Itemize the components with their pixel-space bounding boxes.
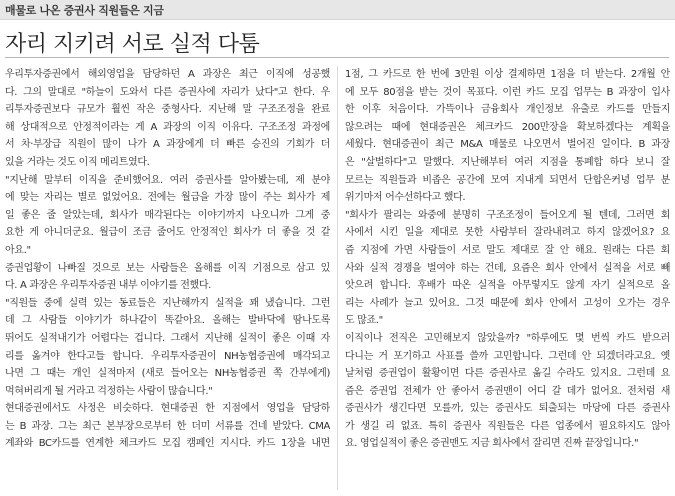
text-line: 가 생길 리 없죠. 특히 증권사 직원들은 다른 업종에서 필요하지도 않아	[345, 420, 670, 432]
kicker-bar	[0, 0, 675, 20]
text-line: 1점, 그 카드로 한 번에 3만원 이상 결제하면 1점을 더 받는다. 2개월 안	[345, 69, 670, 80]
text-line: 날처럼 증권업이 활황이면 다른 증권사로 옮길 수라도 있지요. 그런데 요	[345, 368, 670, 380]
text-line: 아요."	[5, 244, 31, 256]
text-line: 다. A 과장은 우리투자증권 내부 이야기를 전했다.	[5, 280, 212, 292]
text-line: 리를 옮겨야 한다고들 합니다. 우리투자증권이 NH농협증권에 매각되고	[5, 350, 330, 362]
text-line: 해 상대적으로 안정적이라는 게 A 과장의 이직 이유다. 구조조정 과정에	[5, 121, 330, 133]
text-line: 서 차·부장급 직원이 많이 나가 A 과장에게 더 빠른 승진의 기회가 더	[5, 139, 330, 151]
text-line: "회사가 팔리는 와중에 분명히 구조조정이 들어오게 될 텐데, 그러면 회	[345, 209, 670, 221]
column-divider	[337, 66, 338, 490]
text-line: 다. 그의 말대로 "하늘이 도와서 다른 증권사에 자리가 났다"고 한다. 우	[5, 86, 330, 98]
text-line: 계좌와 BC카드를 연계한 체크카드 모집 캠페인 지시다. 카드 1장을 내면	[5, 438, 330, 450]
text-line: 데 그 사람들 이야기가 하나같이 똑같아요. 올해는 발바닥에 땀나도록	[5, 315, 330, 327]
text-line: 증권업황이 나빠질 것으로 보는 사람들은 올해를 이직 기점으로 삼고 있	[5, 262, 330, 274]
text-line: 세웠다. 현대증권이 최근 M&A 매물로 나오면서 벌어진 일이다. B 과장	[345, 139, 670, 151]
text-line: 있을 거라는 것도 이직 메리트였다.	[5, 156, 150, 168]
text-line: 에 모두 80점을 받는 것이 목표다. 이런 카드 모집 업무는 B 과장이 입사	[345, 86, 670, 98]
text-line: 사에서 시킨 일을 제대로 못한 사람부터 잘라내려고 하지 않겠어요? 요	[345, 227, 670, 239]
text-line: 은 "살벌하다"고 말했다. 지난해부터 여러 지점을 통폐합 하다 보니 잘	[345, 156, 670, 168]
text-line: 나면 그 때는 개인 실적마저 (새로 들어오는 NH농협증권 쪽 간부에게)	[5, 368, 330, 380]
text-line: 우리투자증권에서 해외영업을 담당하던 A 과장은 최근 이직에 성공했	[5, 69, 330, 80]
text-line: 증권사가 생긴다면 모를까, 있는 증권사도 퇴출되는 마당에 다른 증권사	[345, 403, 670, 415]
text-line: 이직이나 전직은 고민해보지 않았을까? "하루에도 몇 번씩 카드 받으러	[345, 332, 670, 344]
article-headline: 자리 지키려 서로 실적 다툼	[5, 32, 260, 57]
text-line: 뛰어도 실적내기가 어렵다는 겁니다. 그래서 지난해 실적이 좋은 이때 자	[5, 332, 330, 344]
text-line: 앗으려 합니다. 후배가 따온 실적을 아무렇지도 않게 자기 실적으로 올	[345, 280, 670, 292]
text-line: "지난해 말부터 이직을 준비했어요. 여러 증권사를 알아봤는데, 제 분야	[5, 174, 330, 186]
text-line: 는 B 과장. 그는 최근 본부장으로부터 한 더미 서류를 건네 받았다. CMA	[5, 420, 330, 432]
text-line: 않으려는 때에 현대증권은 체크카드 200만장을 확보하겠다는 계획을	[345, 121, 670, 133]
headline-rule	[5, 57, 669, 58]
text-line: 리는 사례가 늘고 있어요. 그것 때문에 회사 안에서 고성이 오가는 경우	[345, 297, 670, 309]
text-line: 도 많죠."	[345, 315, 383, 327]
article-column-left	[5, 66, 330, 453]
article-column-right	[345, 66, 670, 453]
text-line: 모르는 직원들과 비좁은 공간에 모여 지내게 되면서 단합은커녕 업무 분	[345, 174, 670, 186]
text-line: 위기마저 어수선하다고 했다.	[345, 192, 466, 204]
text-line: 즘 지점에 가면 사람들이 서로 말도 제대로 잘 안 해요. 원래는 다른 회	[345, 244, 670, 256]
text-line: 리투자증권보다 규모가 훨씬 작은 중형사다. 지난해 말 구조조정을 완료	[5, 104, 330, 116]
text-line: 일 좋은 줄 알았는데, 회사가 매각된다는 이야기까지 나오니까 그게 중	[5, 209, 330, 221]
text-line: 즘은 증권업 전체가 안 좋아서 증권맨이 어디 갈 데가 없어요. 전처럼 새	[345, 385, 670, 397]
text-line: 먹혀버리게 될 거라고 걱정하는 사람이 많습니다."	[5, 385, 213, 397]
text-line: 현대증권에서도 사정은 비슷하다. 현대증권 한 지점에서 영업을 담당하	[5, 403, 330, 415]
text-line: 한 이후 처음이다. 가뜩이나 금융회사 개인정보 유출로 카드를 만들지	[345, 104, 670, 116]
text-line: 요. 영업실적이 좋은 증권맨도 지금 회사에서 잘리면 진짜 끝장입니다."	[345, 438, 639, 450]
text-line: "직원들 중에 실력 있는 동료들은 지난해까지 실적을 꽤 냈습니다. 그런	[5, 297, 330, 309]
text-line: 사와 실적 경쟁을 벌여야 하는 건데, 요즘은 회사 안에서 실적을 서로 빼	[345, 262, 670, 274]
text-line: 다니는 거 포기하고 사표를 쓸까 고민합니다. 그런데 안 되겠더라고요. 옛	[345, 350, 670, 362]
section-kicker: 매물로 나온 증권사 직원들은 지금	[5, 4, 164, 17]
text-line: 에 맞는 자리는 별로 없었어요. 전에는 월급을 가장 많이 주는 회사가 제	[5, 192, 330, 204]
text-line: 요한 게 아니더군요. 월급이 조금 줄어도 안정적인 회사가 더 좋을 것 같	[5, 227, 330, 239]
